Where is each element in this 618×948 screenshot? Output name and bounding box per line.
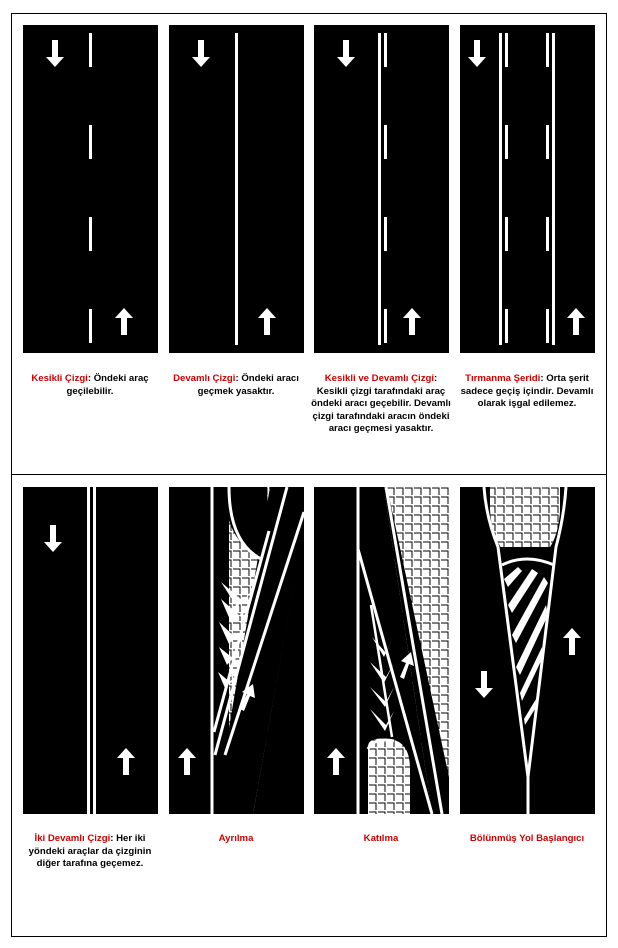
caption-title: Kesikli Çizgi bbox=[31, 373, 88, 384]
caption-title: Kesikli ve Devamlı Çizgi bbox=[324, 373, 435, 384]
arrow-down-icon bbox=[337, 40, 355, 67]
caption-title: Tırmanma Şeridi bbox=[465, 373, 541, 384]
arrow-down-icon bbox=[468, 40, 486, 67]
caption-climbing-lane bbox=[454, 373, 600, 411]
arrow-up-icon bbox=[115, 308, 133, 335]
caption-title: İki Devamlı Çizgi bbox=[34, 833, 111, 844]
caption-title: Ayrılma bbox=[218, 833, 254, 844]
row-divider bbox=[11, 474, 607, 475]
arrow-down-icon bbox=[46, 40, 64, 67]
caption-separator: : bbox=[434, 373, 438, 384]
diverge-diagram bbox=[169, 487, 304, 814]
caption-divided-road-start bbox=[454, 833, 600, 846]
caption-separator: : bbox=[110, 833, 117, 844]
caption-title: Katılma bbox=[363, 833, 399, 844]
arrow-down-icon bbox=[192, 40, 210, 67]
caption-title: Bölünmüş Yol Başlangıcı bbox=[469, 833, 585, 844]
solid-line-diagram bbox=[169, 25, 304, 353]
merge-diagram bbox=[314, 487, 449, 814]
caption-double-solid-line bbox=[17, 833, 163, 871]
arrow-down-icon bbox=[44, 525, 62, 552]
caption-title: Devamlı Çizgi bbox=[173, 373, 236, 384]
caption-text: Öndeki aracı geçmek yasaktır. bbox=[197, 373, 299, 397]
caption-separator: : bbox=[235, 373, 242, 384]
caption-separator: : bbox=[87, 373, 94, 384]
climbing-lane-diagram bbox=[460, 25, 595, 353]
caption-separator: : bbox=[540, 373, 547, 384]
caption-text: Öndeki araç geçilebilir. bbox=[66, 373, 149, 397]
dashed-and-solid-line-diagram bbox=[314, 25, 449, 353]
caption-text: Her iki yöndeki araçlar da çizginin diğer tarafına geçemez. bbox=[28, 833, 152, 869]
divided-road-start-diagram bbox=[460, 487, 595, 814]
caption-diverge bbox=[163, 833, 309, 846]
arrow-up-icon bbox=[117, 748, 135, 775]
arrow-up-icon bbox=[403, 308, 421, 335]
arrow-up-icon bbox=[258, 308, 276, 335]
caption-text: Orta şerit sadece geçiş içindir. Devamlı olarak işgal edilemez. bbox=[460, 373, 594, 409]
caption-dashed-and-solid-line bbox=[308, 373, 454, 436]
caption-dashed-line bbox=[17, 373, 163, 398]
caption-merge bbox=[308, 833, 454, 846]
double-solid-line-diagram bbox=[23, 487, 158, 814]
dashed-line-diagram bbox=[23, 25, 158, 353]
caption-text: Kesikli çizgi tarafındaki araç öndeki aracı geçebilir. Devamlı çizgi tarafındaki aracın öndeki aracı geçmesi yasaktır. bbox=[311, 385, 451, 434]
arrow-up-icon bbox=[567, 308, 585, 335]
caption-solid-line bbox=[163, 373, 309, 398]
